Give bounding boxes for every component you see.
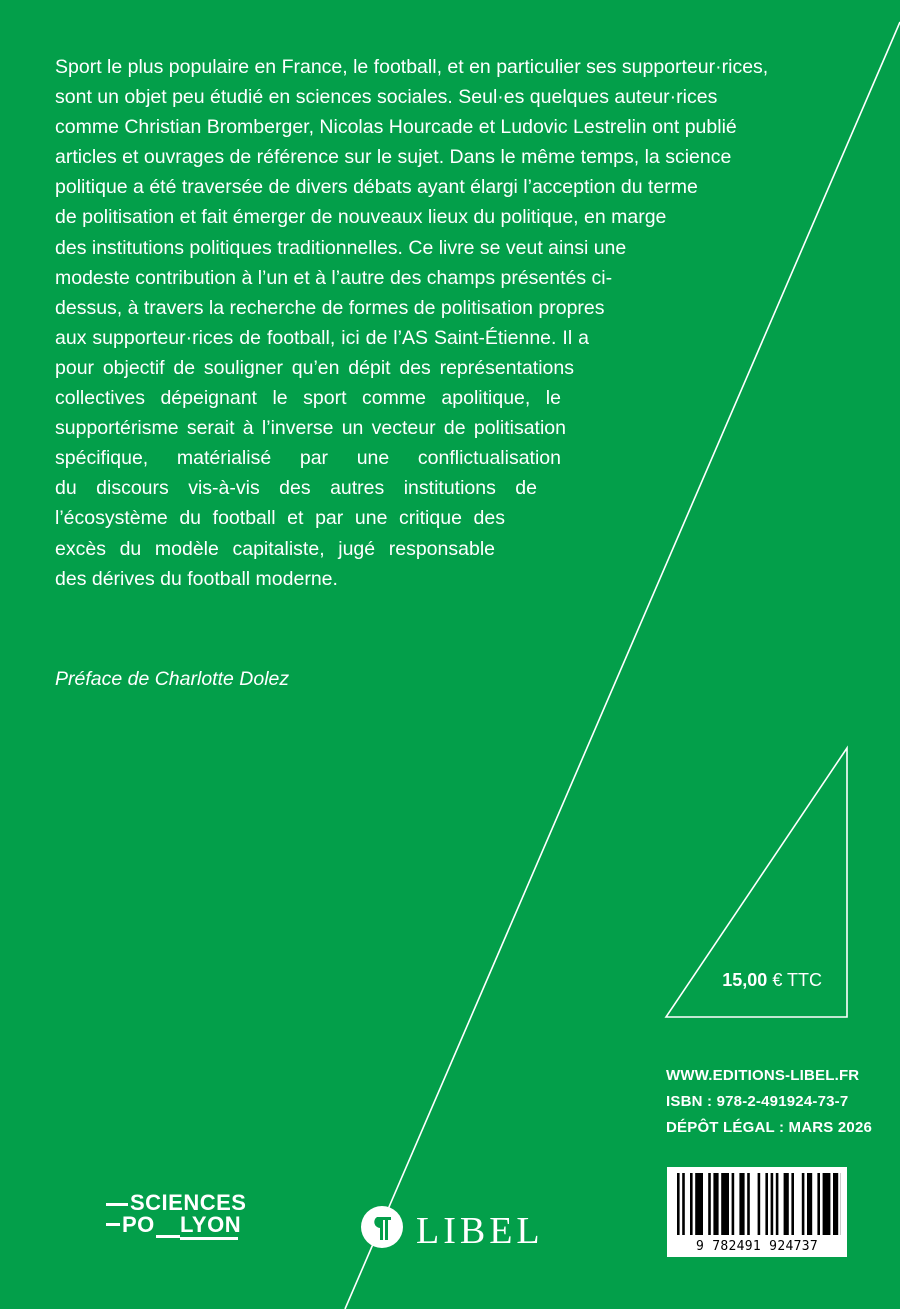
back-cover-blurb xyxy=(55,52,769,594)
blurb-line: du discours vis-à-vis des autres institutions de xyxy=(55,477,537,500)
barcode-bar xyxy=(802,1173,805,1235)
publisher-website[interactable]: WWW.EDITIONS-LIBEL.FR xyxy=(666,1067,860,1084)
barcode-bar xyxy=(708,1173,711,1235)
blurb-line: comme Christian Bromberger, Nicolas Hourcade et Ludovic Lestrelin ont publié xyxy=(55,116,737,139)
barcode-bars xyxy=(673,1173,841,1235)
publication-info xyxy=(666,1063,872,1141)
blurb-line: articles et ouvrages de référence sur le sujet. Dans le même temps, la science xyxy=(55,146,732,169)
blurb-line: modeste contribution à l’un et à l’autre des champs présentés ci- xyxy=(55,266,613,289)
logo-word-po: PO xyxy=(122,1212,155,1237)
blurb-line: collectives dépeignant le sport comme apolitique, le xyxy=(55,387,561,410)
barcode-bar xyxy=(765,1173,768,1235)
logo-bar xyxy=(106,1203,128,1206)
blurb-line: spécifique, matérialisé par une conflictualisation xyxy=(55,447,561,470)
price-label xyxy=(722,970,822,991)
logo-bar xyxy=(106,1223,120,1226)
barcode-bar xyxy=(677,1173,680,1235)
blurb-line: sont un objet peu étudié en sciences sociales. Seul·es quelques auteur·rices xyxy=(55,86,718,109)
isbn: ISBN : 978-2-491924-73-7 xyxy=(666,1093,849,1110)
barcode-bar xyxy=(690,1173,693,1235)
blurb-line: pour objectif de souligner qu’en dépit des représentations xyxy=(55,356,574,379)
price-amount: 15,00 xyxy=(722,970,768,990)
blurb-line: des institutions politiques traditionnelles. Ce livre se veut ainsi une xyxy=(55,236,627,259)
barcode-bar xyxy=(758,1173,761,1235)
barcode-bar xyxy=(682,1173,685,1235)
libel-wordmark: LIBEL xyxy=(416,1210,544,1252)
blurb-line: Sport le plus populaire en France, le football, et en particulier ses supporteur·rices, xyxy=(55,56,769,78)
logo-word-sciences: SCIENCES xyxy=(130,1190,247,1215)
barcode-bar xyxy=(713,1173,718,1235)
sciences-po-lyon-logo xyxy=(106,1190,266,1254)
barcode-bar xyxy=(732,1173,735,1235)
blurb-line: aux supporteur·rices de football, ici de l’AS Saint-Étienne. Il a xyxy=(55,326,589,349)
barcode-bar xyxy=(776,1173,779,1235)
legal-deposit: DÉPÔT LÉGAL : MARS 2026 xyxy=(666,1119,873,1136)
barcode-bar xyxy=(791,1173,794,1235)
blurb-line: supportérisme serait à l’inverse un vecteur de politisation xyxy=(55,417,566,440)
barcode-bar xyxy=(784,1173,789,1235)
barcode-bar xyxy=(817,1173,820,1235)
barcode-bar xyxy=(695,1173,703,1235)
barcode-bar xyxy=(771,1173,774,1235)
price-currency: € TTC xyxy=(772,970,822,990)
isbn-barcode xyxy=(667,1167,847,1257)
blurb-line: excès du modèle capitaliste, jugé responsable xyxy=(55,537,495,560)
blurb-line: des dérives du football moderne. xyxy=(55,567,338,590)
blurb-line: politique a été traversée de divers débats ayant élargi l’acception du terme xyxy=(55,176,698,199)
barcode-bar xyxy=(807,1173,812,1235)
barcode-bar xyxy=(747,1173,750,1235)
blurb-line: l’écosystème du football et par une critique des xyxy=(55,507,505,530)
barcode-bar xyxy=(823,1173,831,1235)
logo-bar xyxy=(180,1237,238,1240)
blurb-line: de politisation et fait émerger de nouveaux lieux du politique, en marge xyxy=(55,206,667,229)
logo-bar xyxy=(156,1235,180,1238)
barcode-bar xyxy=(739,1173,744,1235)
logo-word-lyon: LYON xyxy=(180,1212,242,1237)
barcode-bar xyxy=(833,1173,838,1235)
barcode-bar xyxy=(721,1173,729,1235)
preface-credit: Préface de Charlotte Dolez xyxy=(55,668,290,690)
libel-emblem-icon xyxy=(360,1205,404,1249)
barcode-number: 9 782491 924737 xyxy=(696,1239,818,1254)
blurb-line: dessus, à travers la recherche de formes de politisation propres xyxy=(55,296,605,319)
